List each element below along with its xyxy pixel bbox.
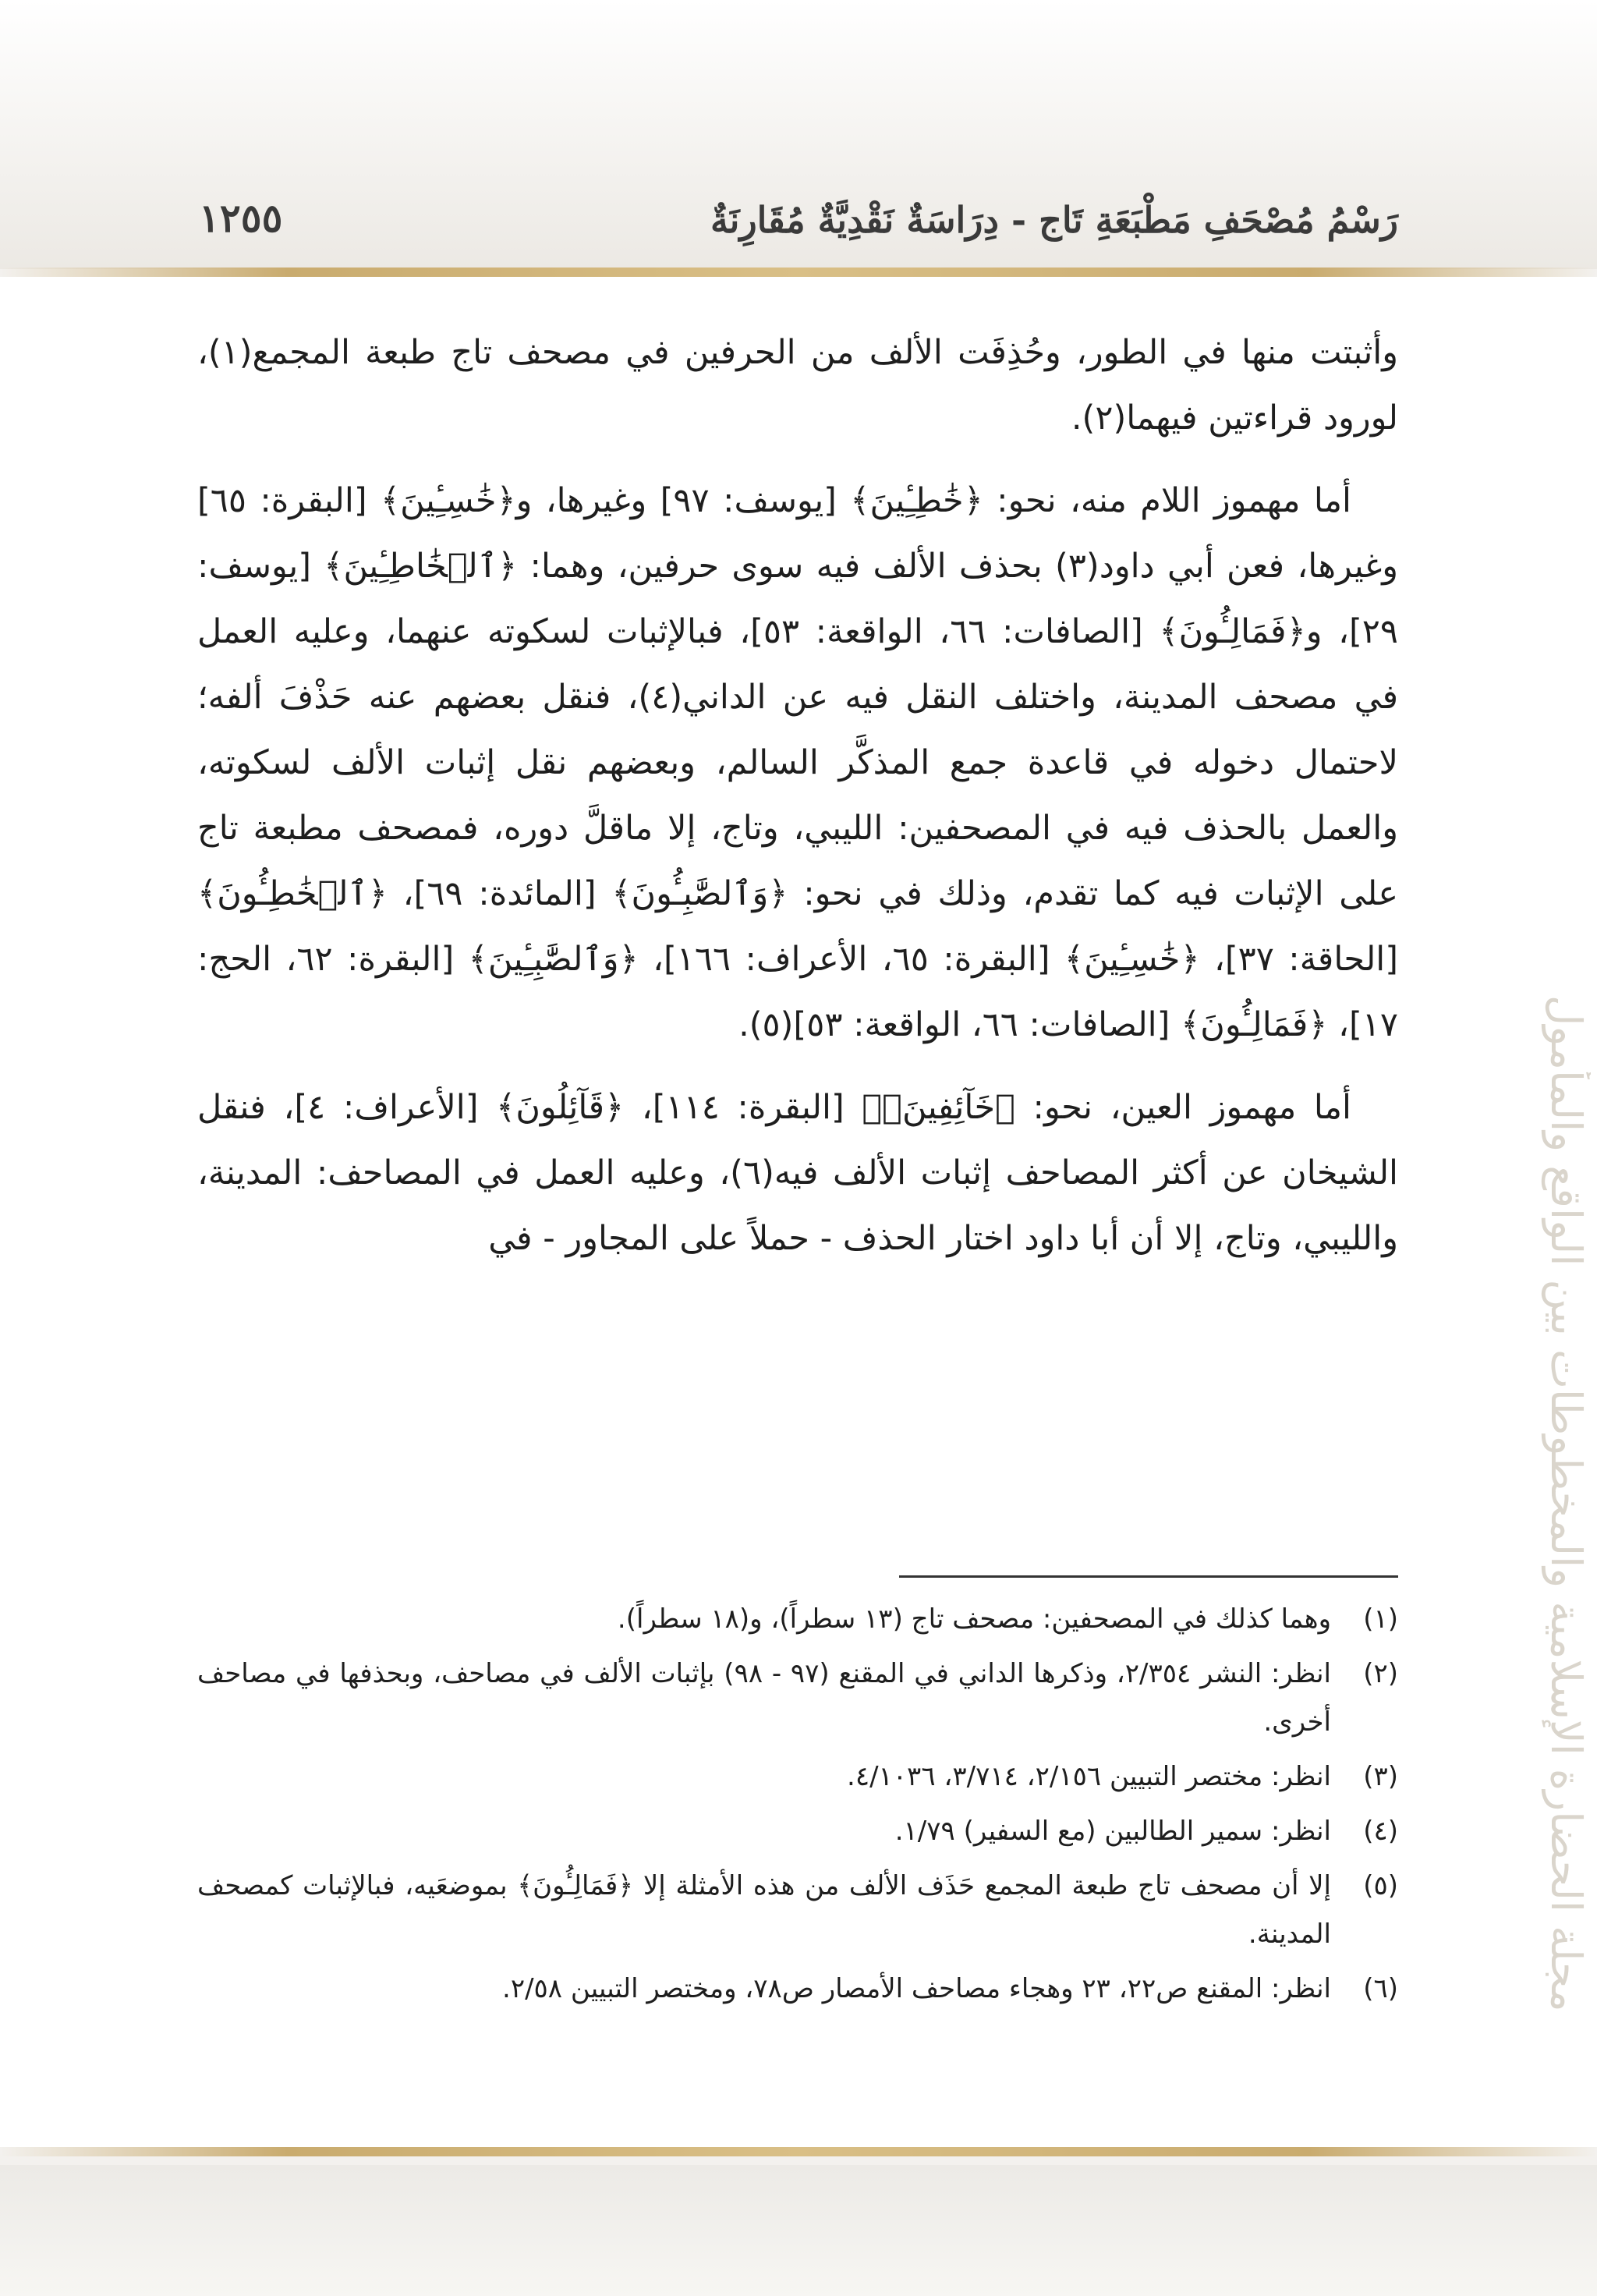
footnote-text: انظر: مختصر التبيين ٢/١٥٦، ٣/٧١٤، ٤/١٠٣٦. — [847, 1761, 1331, 1792]
footnote-number: (٥) — [1363, 1870, 1398, 1901]
footnote-item — [197, 1649, 1398, 1746]
footnote-text: انظر: المقنع ص٢٢، ٢٣ وهجاء مصاحف الأمصار ص٧٨، ومختصر التبيين ٢/٥٨. — [502, 1973, 1331, 2004]
footnote-text: انظر: سمير الطالبين (مع السفير) ١/٧٩. — [894, 1816, 1331, 1847]
header-gold-rule — [0, 268, 1597, 277]
footnote-item — [197, 1595, 1398, 1643]
side-watermark: مجلة الحضارة الإسلامية والمخطوطات بين الواقع والمأمول — [1542, 995, 1591, 2012]
footnote-text: انظر: النشر ٢/٣٥٤، وذكرها الداني في المقنع (٩٧ - ٩٨) بإثبات الألف في مصاحف، وبحذفها في مصاحف أخرى. — [197, 1658, 1331, 1738]
footnotes — [197, 1595, 1398, 2019]
main-text — [197, 320, 1398, 1271]
footnote-item — [197, 1807, 1398, 1855]
footnote-separator — [899, 1575, 1398, 1578]
footnote-number: (٦) — [1363, 1973, 1398, 2004]
decorative-footer-pattern — [0, 2165, 1597, 2296]
footnote-number: (٤) — [1363, 1816, 1398, 1847]
footnote-item — [197, 1862, 1398, 1958]
footnote-number: (٢) — [1363, 1658, 1398, 1689]
paragraph: أما مهموز اللام منه، نحو: ﴿خَٰطِـِٔينَ﴾ [يوسف: ٩٧] وغيرها، و﴿خَٰسِـِٔينَ﴾ [البقرة: ٦٥] وغيرها، فعن أبي داود(٣) بحذف الألف فيه سوى حرفين، وهما: ﴿ٱلۡخَٰاطِـِٔينَ﴾ [يوسف: ٢٩]، و﴿فَمَالِـُٔونَ﴾ [الصافات: ٦٦، الواقعة: ٥٣]، فبالإثبات لسكوته عنهما، وعليه العمل في مصحف المدينة، واختلف النقل فيه عن الداني(٤)، فنقل بعضهم عنه حَذْفَ ألفه؛ لاحتمال دخوله في قاعدة جمع المذكَّر السالم، وبعضهم نقل إثبات الألف لسكوته، والعمل بالحذف فيه في المصحفين: الليبي، وتاج، إلا ماقلَّ دوره، فمصحف مطبعة تاج على الإثبات فيه كما تقدم، وذلك في نحو: ﴿وَٱلصَّٰبِـُٔونَ﴾ [المائدة: ٦٩]، ﴿ٱلۡخَٰطِـُٔونَ﴾ [الحاقة: ٣٧]، ﴿خَٰسِـِٔينَ﴾ [البقرة: ٦٥، الأعراف: ١٦٦]، ﴿وَٱلصَّٰبِـِٔينَ﴾ [البقرة: ٦٢، الحج: ١٧]، ﴿فَمَالِـُٔونَ﴾ [الصافات: ٦٦، الواقعة: ٥٣](٥). — [197, 481, 1399, 1044]
paragraph: وأثبتت منها في الطور، وحُذِفَت الألف من الحرفين في مصحف تاج طبعة المجمع(١)، لورود قراءتين فيهما(٢). — [197, 333, 1398, 438]
footnote-number: (٣) — [1363, 1761, 1398, 1792]
footnote-item — [197, 1965, 1398, 2013]
footnote-text: إلا أن مصحف تاج طبعة المجمع حَذَف الألف من هذه الأمثلة إلا ﴿فَمَالِـُٔونَ﴾ بموضعَيه، فبالإثبات كمصحف المدينة. — [197, 1870, 1331, 1950]
footer-gold-rule — [0, 2147, 1597, 2156]
footnote-text: وهما كذلك في المصحفين: مصحف تاج (١٣ سطراً)، و(١٨ سطراً). — [617, 1603, 1331, 1635]
paragraph: أما مهموز العين، نحو: ﴿خَآئِفِينَۚ﴾ [البقرة: ١١٤]، ﴿قَآئِلُونَ﴾ [الأعراف: ٤]، فنقل الشيخان عن أكثر المصاحف إثبات الألف فيه(٦)، وعليه العمل في المصاحف: المدينة، والليبي، وتاج، إلا أن أبا داود اختار الحذف - حملاً على المجاور - في — [197, 1088, 1399, 1258]
running-title: رَسْمُ مُصْحَفِ مَطْبَعَةِ تَاج - دِرَاسَةٌ نَقْدِيَّةٌ مُقَارِنَةٌ — [710, 199, 1398, 241]
footnote-number: (١) — [1363, 1603, 1398, 1635]
page-number: ١٢٥٥ — [199, 195, 283, 241]
footnote-item — [197, 1752, 1398, 1801]
